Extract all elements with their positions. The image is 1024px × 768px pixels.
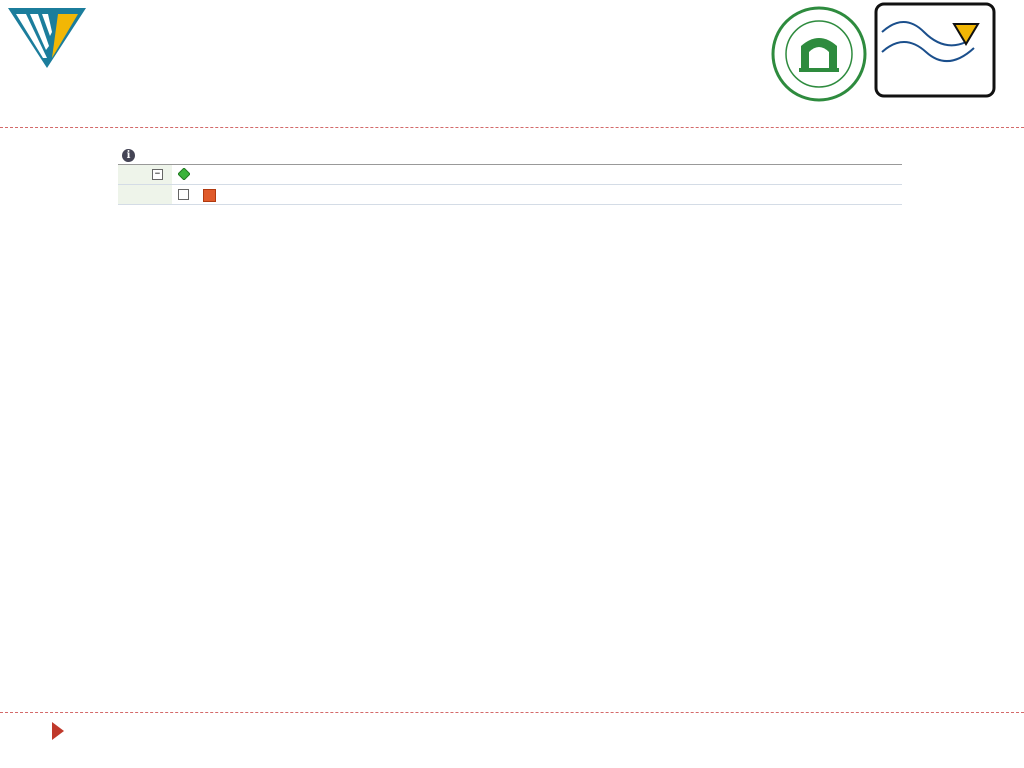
next-slide-arrow-icon[interactable] (52, 722, 64, 740)
panel-header (118, 146, 902, 165)
psc-logo (8, 6, 233, 82)
row-gutter (118, 185, 172, 204)
nrbsc-logo (874, 2, 996, 98)
pfam-row (118, 165, 902, 185)
university-seal-logo (771, 6, 867, 102)
family-row-expanded (118, 185, 902, 205)
collapse-toggle[interactable]: − (152, 169, 163, 180)
psc-logo-mark (8, 6, 86, 68)
bottom-divider (0, 712, 1024, 713)
row-gutter (118, 165, 172, 184)
info-icon: i (122, 149, 135, 162)
collapse-toggle[interactable] (178, 189, 189, 200)
hf-badge-icon (203, 189, 216, 202)
pf-diamond-icon (178, 168, 190, 180)
protein-classification-panel (118, 146, 902, 712)
top-divider (0, 127, 1024, 128)
